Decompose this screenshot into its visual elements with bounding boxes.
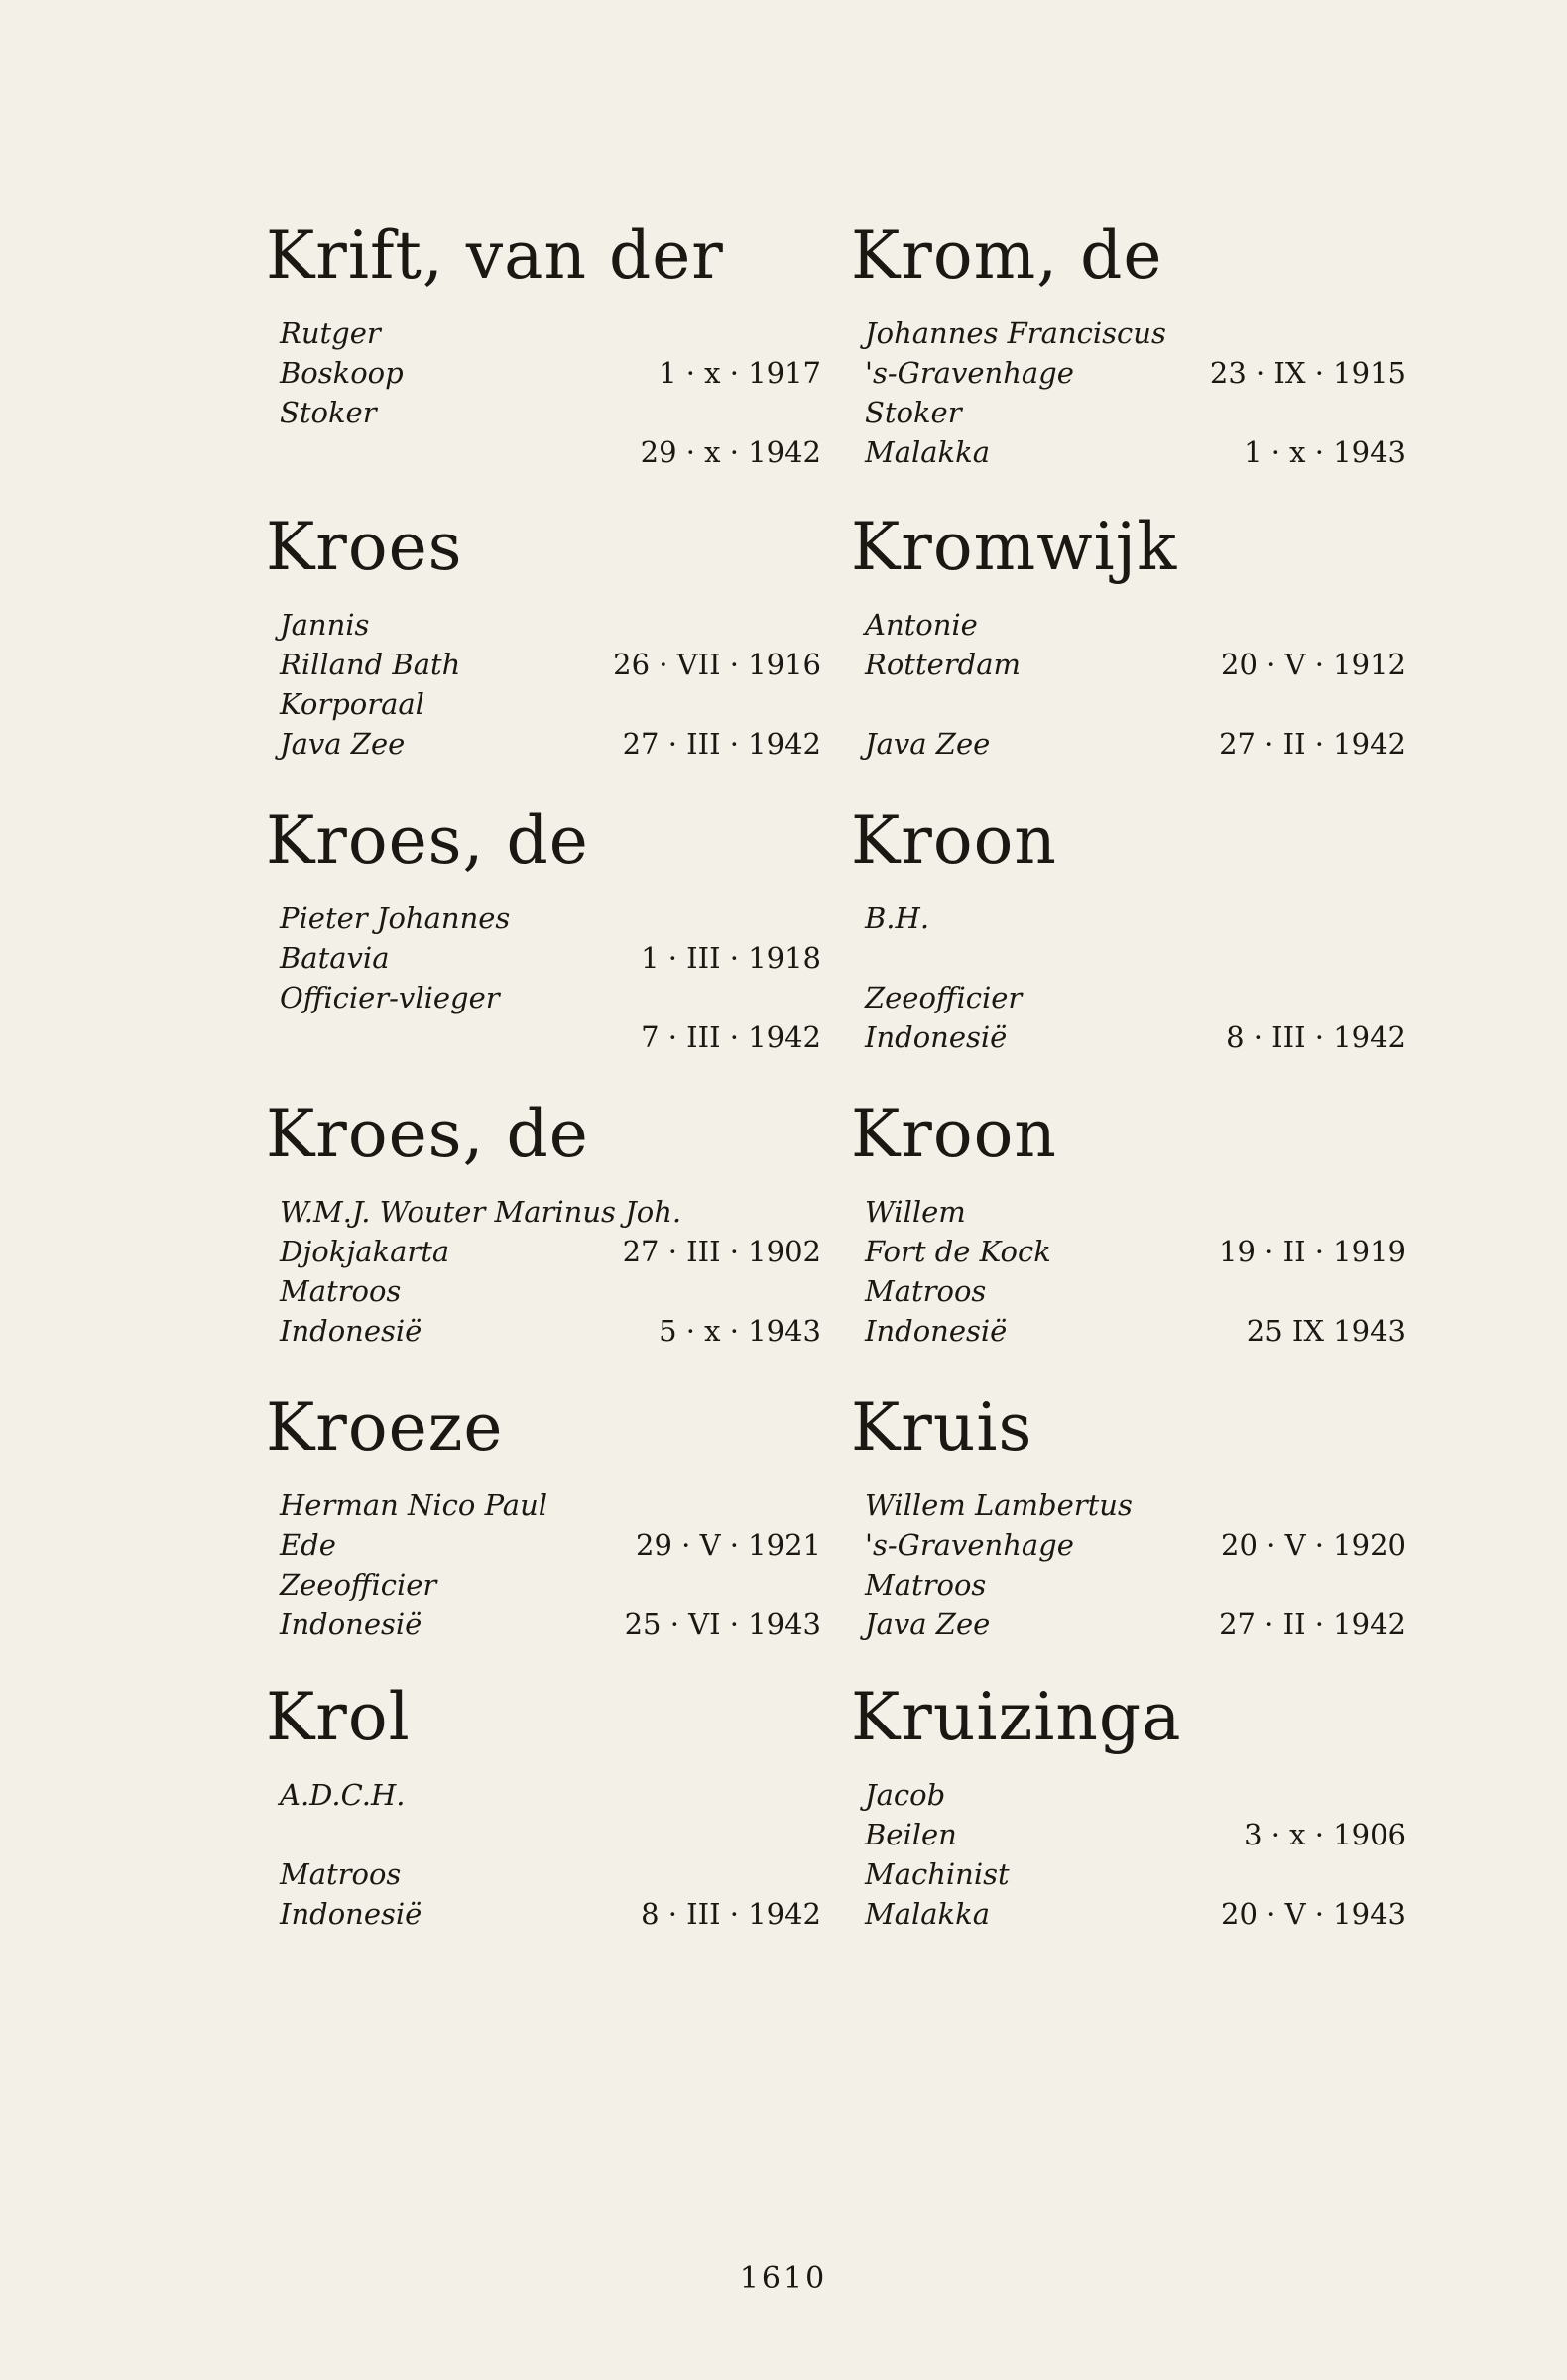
entry-line xyxy=(851,1525,1406,1565)
entry xyxy=(266,508,821,764)
entry-line-text: 's-Gravenhage xyxy=(865,1528,1074,1562)
entry-lines xyxy=(851,605,1406,764)
entry-line-text: Pieter Johannes xyxy=(280,901,511,935)
entry-line xyxy=(851,938,1406,978)
entry-line-text: Matroos xyxy=(280,1274,402,1308)
entry-line xyxy=(266,938,821,978)
entry-line-text: Batavia xyxy=(280,941,390,975)
entry-line-date: 27 · III · 1902 xyxy=(622,1235,821,1268)
entry xyxy=(266,1678,821,1934)
entry-line xyxy=(266,978,821,1017)
entry xyxy=(266,801,821,1057)
entry-line xyxy=(851,684,1406,724)
entry-line-text: Malakka xyxy=(865,435,990,469)
entry-line-text: Johannes Franciscus xyxy=(865,316,1166,350)
entry-surname: Krol xyxy=(266,1679,411,1755)
entry-line-text: Willem Lambertus xyxy=(865,1488,1133,1522)
entry-line-date: 20 · V · 1920 xyxy=(1221,1528,1406,1562)
entry-line xyxy=(851,978,1406,1017)
entry-line xyxy=(266,353,821,393)
entry-line-date: 7 · III · 1942 xyxy=(641,1020,821,1054)
entry-line xyxy=(266,1894,821,1934)
entry-line-date: 20 · V · 1912 xyxy=(1221,648,1406,681)
entry-line-text: Zeeofficier xyxy=(865,981,1023,1014)
entry-line xyxy=(266,724,821,764)
entry-line xyxy=(851,1605,1406,1644)
entry-line xyxy=(266,1192,821,1232)
entry-line xyxy=(266,1775,821,1815)
entry-line-text: Matroos xyxy=(865,1274,987,1308)
entry-line-text: Jacob xyxy=(865,1778,946,1812)
entry-line-date: 3 · x · 1906 xyxy=(1244,1818,1406,1851)
entry-line-text: Matroos xyxy=(280,1857,402,1891)
entry-line-date: 5 · x · 1943 xyxy=(659,1314,821,1348)
entry-line-text: 's-Gravenhage xyxy=(865,356,1074,390)
entry-line xyxy=(851,1017,1406,1057)
entry-surname: Kroes, de xyxy=(266,1096,589,1172)
entry-line xyxy=(266,1854,821,1894)
entry-line xyxy=(851,1854,1406,1894)
entry-line xyxy=(851,605,1406,645)
entry xyxy=(851,1678,1406,1934)
entry-line xyxy=(266,1017,821,1057)
entry-line xyxy=(851,1775,1406,1815)
entry xyxy=(851,1388,1406,1644)
entry-line-text: Rutger xyxy=(280,316,381,350)
entry-line xyxy=(851,1192,1406,1232)
entry-surname: Krom, de xyxy=(851,217,1163,294)
entry xyxy=(851,508,1406,764)
entry-line-text: Indonesië xyxy=(280,1607,422,1641)
entry-line xyxy=(851,1815,1406,1854)
entry-line-text: W.M.J. Wouter Marinus Joh. xyxy=(280,1195,682,1229)
entry-line xyxy=(266,645,821,684)
entry-line-date: 29 · x · 1942 xyxy=(640,435,821,469)
entry-line xyxy=(851,432,1406,472)
entry-line xyxy=(851,1311,1406,1351)
entry-line-date: 23 · IX · 1915 xyxy=(1209,356,1406,390)
entry-line xyxy=(851,724,1406,764)
entry-line-date: 29 · V · 1921 xyxy=(636,1528,821,1562)
entry-line-text: Java Zee xyxy=(280,727,406,761)
entry-line-date: 27 · III · 1942 xyxy=(622,727,821,761)
entry-line xyxy=(851,353,1406,393)
entry-line xyxy=(851,1486,1406,1525)
entry-lines xyxy=(266,1775,821,1934)
entry xyxy=(266,1388,821,1644)
entry-line-text: Indonesië xyxy=(865,1314,1008,1348)
entry-lines xyxy=(266,1486,821,1644)
entry-line-text: Djokjakarta xyxy=(280,1235,450,1268)
entry-line-text: Indonesië xyxy=(280,1314,422,1348)
entry-line xyxy=(851,1271,1406,1311)
entry xyxy=(266,1095,821,1351)
entry-lines xyxy=(266,1192,821,1351)
entry-line xyxy=(851,313,1406,353)
entry-line-text: Zeeofficier xyxy=(280,1568,437,1602)
entry xyxy=(851,801,1406,1057)
entry-surname: Kroon xyxy=(851,1096,1057,1172)
entry-lines xyxy=(266,313,821,472)
entry-line-date: 27 · II · 1942 xyxy=(1219,727,1406,761)
entry-line xyxy=(266,1525,821,1565)
entry-line-text: Willem xyxy=(865,1195,966,1229)
entry-lines xyxy=(851,898,1406,1057)
entry-lines xyxy=(266,898,821,1057)
entry-lines xyxy=(851,313,1406,472)
entry-line xyxy=(851,393,1406,432)
entry-surname: Kroeze xyxy=(266,1389,504,1466)
entry-line-text: Officier-vlieger xyxy=(280,981,500,1014)
entry-line-text: Antonie xyxy=(865,608,978,642)
entry-line-text: Java Zee xyxy=(865,1607,991,1641)
entry-surname: Kruizinga xyxy=(851,1679,1182,1755)
entry-line-text: Matroos xyxy=(865,1568,987,1602)
entry xyxy=(266,216,821,472)
entry-line-text: Rotterdam xyxy=(865,648,1021,681)
entry-line-date: 20 · V · 1943 xyxy=(1221,1897,1406,1931)
entry-line-date: 25 IX 1943 xyxy=(1246,1314,1406,1348)
entry-line-date: 26 · VII · 1916 xyxy=(613,648,821,681)
entry-line-text: Indonesië xyxy=(280,1897,422,1931)
entry-line-text: Stoker xyxy=(865,396,962,429)
entry-line-text: Beilen xyxy=(865,1818,957,1851)
entry-line xyxy=(266,1815,821,1854)
entry-line xyxy=(266,1565,821,1605)
entry-lines xyxy=(851,1192,1406,1351)
entry-line xyxy=(851,1232,1406,1271)
entry-lines xyxy=(851,1775,1406,1934)
entry-surname: Kruis xyxy=(851,1389,1033,1466)
entry-line-text: Rilland Bath xyxy=(280,648,461,681)
entry-line xyxy=(851,1894,1406,1934)
entry-line-date: 1 · x · 1917 xyxy=(659,356,821,390)
entry-line xyxy=(266,432,821,472)
entry-line xyxy=(266,684,821,724)
entry-line-text: Herman Nico Paul xyxy=(280,1488,548,1522)
entry-line-text: Stoker xyxy=(280,396,377,429)
entry-surname: Krift, van der xyxy=(266,217,724,294)
entry-line-text: Boskoop xyxy=(280,356,404,390)
entry-line-text: Malakka xyxy=(865,1897,990,1931)
entry-line-text: Machinist xyxy=(865,1857,1010,1891)
entry-line xyxy=(266,1311,821,1351)
entry-line-text: Fort de Kock xyxy=(865,1235,1051,1268)
entry-line-text: Ede xyxy=(280,1528,336,1562)
entry-line-date: 8 · III · 1942 xyxy=(641,1897,821,1931)
entry-line xyxy=(266,605,821,645)
entry-line-text: Indonesië xyxy=(865,1020,1008,1054)
entry-line-date: 19 · II · 1919 xyxy=(1219,1235,1406,1268)
entry-line xyxy=(851,645,1406,684)
entry-surname: Kroes, de xyxy=(266,802,589,879)
entry-line-text: A.D.C.H. xyxy=(280,1778,406,1812)
entry-line xyxy=(266,898,821,938)
entry-line-text: Korporaal xyxy=(280,687,424,721)
entry xyxy=(851,1095,1406,1351)
entry-line xyxy=(266,1486,821,1525)
entry-line-text: Java Zee xyxy=(865,727,991,761)
entry-line-date: 8 · III · 1942 xyxy=(1226,1020,1406,1054)
entry-line xyxy=(851,898,1406,938)
entry-line-text: B.H. xyxy=(865,901,930,935)
entry-surname: Kroes xyxy=(266,509,463,585)
entry-line-date: 1 · III · 1918 xyxy=(641,941,821,975)
entry-line xyxy=(266,1232,821,1271)
entry-line-date: 1 · x · 1943 xyxy=(1244,435,1406,469)
entry-surname: Kromwijk xyxy=(851,509,1178,585)
entry-line-text: Jannis xyxy=(280,608,370,642)
entry-line-date: 27 · II · 1942 xyxy=(1219,1607,1406,1641)
entry-line-date: 25 · VI · 1943 xyxy=(624,1607,821,1641)
entry-line xyxy=(266,393,821,432)
entry-lines xyxy=(266,605,821,764)
page-number: 1610 xyxy=(739,2261,828,2296)
entry xyxy=(851,216,1406,472)
entry-lines xyxy=(851,1486,1406,1644)
entry-line xyxy=(266,1605,821,1644)
entry-line xyxy=(266,1271,821,1311)
entry-line xyxy=(266,313,821,353)
entry-line xyxy=(851,1565,1406,1605)
entry-surname: Kroon xyxy=(851,802,1057,879)
